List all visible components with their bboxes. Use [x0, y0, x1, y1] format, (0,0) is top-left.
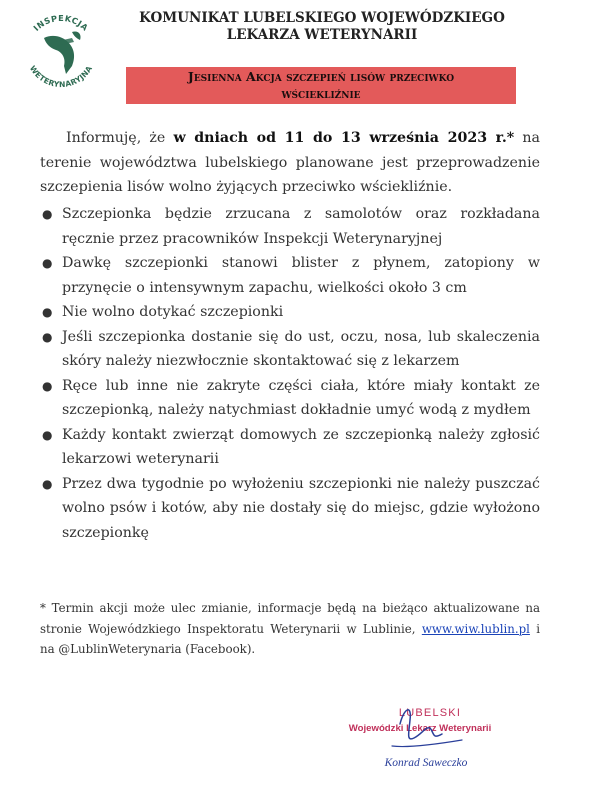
banner-line-1: Jesienna Akcja szczepień lisów przeciwko	[187, 69, 455, 84]
list-item: ● Każdy kontakt zwierząt domowych ze szczepionką należy zgłosić lekarzowi weterynarii	[40, 423, 540, 472]
svg-text:INSPEKCJA	[31, 13, 90, 33]
footnote-text-before: * Termin akcji może ulec zmianie, informacje będą na bieżąco aktualizowane na stronie Wojewódzkiego Inspektoratu Weterynarii w Lublinie,	[40, 601, 540, 636]
bullet-icon: ●	[42, 207, 53, 221]
stamp-line-2: Wojewódzki Lekarz Weterynarii	[348, 723, 492, 734]
list-item: ● Nie wolno dotykać szczepionki	[40, 300, 540, 325]
footnote	[40, 598, 540, 660]
bullet-icon: ●	[42, 476, 53, 491]
intro-dates: w dniach od 11 do 13 września 2023 r.*	[173, 130, 515, 146]
official-stamp-signature	[330, 698, 510, 798]
page-title	[112, 10, 532, 44]
title-line-2: LEKARZA WETERYNARII	[226, 27, 418, 43]
bullet-icon: ●	[42, 329, 53, 344]
footnote-text-after: i na @LublinWeterynaria (Facebook).	[40, 621, 540, 656]
list-item: ● Przez dwa tygodnie po wyłożeniu szczepionki nie należy puszczać wolno psów i kotów, aby nie dostały się do miejsc, gdzie wyłożono szczepionkę	[40, 472, 540, 546]
signature-underline	[392, 740, 462, 747]
list-item: ● Szczepionka będzie zrzucana z samolotów oraz rozkładana ręcznie przez pracowników Inspekcji Weterynaryjnej	[40, 202, 540, 251]
bullet-icon: ●	[42, 378, 53, 393]
stamp-line-1: LUBELSKI	[398, 707, 462, 719]
intro-paragraph	[40, 126, 540, 200]
bullet-icon: ●	[42, 427, 53, 442]
campaign-banner	[126, 67, 516, 104]
inspectorate-website-link[interactable]: www.wiw.lublin.pl	[421, 621, 530, 636]
signatory-name: Konrad Saweczko	[384, 757, 468, 769]
svg-text:WETERYNARYJNA	[28, 64, 94, 89]
title-line-1: KOMUNIKAT LUBELSKIEGO WOJEWÓDZKIEGO	[139, 10, 505, 26]
veterinary-inspection-logo	[18, 8, 104, 94]
intro-text-before: Informuję, że	[66, 130, 174, 146]
list-item: ● Dawkę szczepionki stanowi blister z płynem, zatopiony w przynęcie o intensywnym zapachu, wielkości około 3 cm	[40, 251, 540, 300]
bullet-icon: ●	[42, 305, 53, 319]
intro-text-after: na terenie województwa lubelskiego planowane jest przeprowadzenie szczepienia lisów wolno żyjących przeciwko wściekliźnie.	[40, 130, 540, 195]
logo-text-top: INSPEKCJA	[31, 12, 91, 33]
instructions-list	[40, 202, 540, 545]
banner-line-2: wściekliźnie	[281, 86, 361, 101]
list-item: ● Ręce lub inne nie zakryte części ciała, które miały kontakt ze szczepionką, należy natychmiast dokładnie umyć wodą z mydłem	[40, 374, 540, 423]
bullet-icon: ●	[42, 256, 53, 270]
logo-text-bottom: WETERYNARYJNA	[27, 64, 95, 90]
list-item: ● Jeśli szczepionka dostanie się do ust, oczu, nosa, lub skaleczenia skóry należy niezwłocznie skontaktować się z lekarzem	[40, 325, 540, 374]
